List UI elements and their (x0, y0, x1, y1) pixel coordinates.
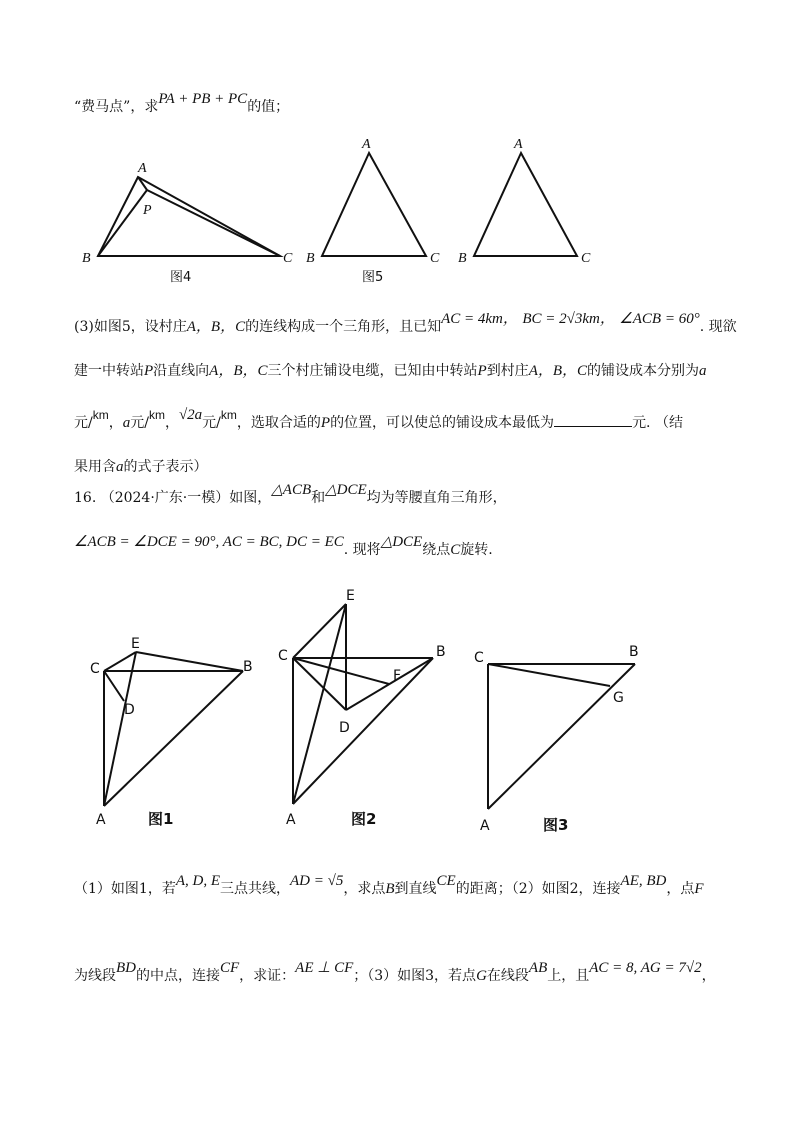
q3-km-1: km (92, 408, 109, 422)
q3-villages: A，B，C (186, 319, 246, 335)
fig5-caption: 图5 (362, 270, 384, 285)
q3-l3-text-c: 的位置，可以使总的铺设成本最低为 (330, 415, 555, 431)
fig5-triangle (322, 153, 426, 256)
sum-expression: PA + PB + PC (158, 91, 248, 107)
p2-segment-bd: BD (116, 960, 136, 976)
q3-point-p-2: P (477, 363, 487, 379)
p1-ad-value: AD = √5 (290, 873, 344, 889)
q3-line-4 (74, 457, 208, 477)
fig2-label-c: C (278, 648, 288, 664)
fig6-triangle (474, 153, 577, 256)
fig2-caption: 图2 (351, 810, 377, 828)
q3-l2-villages-2: A，B，C (528, 363, 588, 379)
q16-l2-text-b: 绕点 (422, 542, 451, 558)
p1-text-f: ，点 (666, 881, 695, 897)
fig3-caption: 图3 (543, 816, 569, 834)
q3-l3-point-p: P (320, 415, 331, 431)
p2-segment-ab: AB (528, 960, 548, 976)
p1-point-f: F (694, 881, 704, 897)
q3-angle: ∠ACB = 60° (619, 311, 700, 327)
q3-l4-text-b: 的式子表示） (123, 459, 208, 475)
fig1-label-d: D (124, 702, 135, 718)
fig3-label-b: B (629, 644, 639, 660)
q3-km-2: km (148, 408, 165, 422)
fig1-label-a: A (96, 812, 106, 828)
fig1-label-b: B (243, 659, 253, 675)
q3-l4-var: a (116, 459, 124, 475)
p2-text-a: 为线段 (74, 968, 116, 984)
p2-text-d: ；（3）如图3，若点 (353, 968, 477, 984)
fermat-quote: “费马点”，求 (74, 99, 159, 115)
fig6-label-a: A (514, 137, 523, 152)
p1-text-a: （1）如图1，若 (74, 881, 176, 897)
p2-segment-cf: CF (220, 960, 240, 976)
q3-l2-text: 建一中转站 (74, 363, 144, 379)
figure-4 (98, 177, 280, 256)
p2-conditions: AC = 8, AG = 7√2 (589, 960, 702, 976)
q3-cost-root2a: √2a (178, 407, 203, 423)
q3-line-2 (74, 361, 707, 381)
fig2-label-e: E (346, 588, 355, 604)
fig1-caption: 图1 (148, 810, 174, 828)
p1-line-ce: CE (436, 873, 456, 889)
fig5-label-b: B (306, 251, 315, 266)
q16-triangle-acb: △ACB (271, 482, 312, 498)
p1-text-e: 的距离；（2）如图2，连接 (455, 881, 621, 897)
p2-text-e: 在线段 (486, 968, 529, 984)
q3-ac-length: AC = 4km， (441, 311, 518, 327)
q16-heading: 16. （2024·广东·一模）如图， (74, 490, 272, 506)
fig3-label-c: C (474, 650, 484, 666)
answer-blank (554, 412, 632, 427)
q3-l2-text-b: 沿直线向 (153, 363, 210, 379)
q3-unit-3: 元/ (202, 415, 221, 431)
fig1-label-e: E (131, 636, 140, 652)
p1-text-d: 到直线 (394, 881, 437, 897)
fig4-label-a: A (138, 161, 147, 176)
fig2-label-d: D (339, 720, 350, 736)
q16-l2-text-a: . 现将 (343, 542, 381, 558)
fig4-label-b: B (82, 251, 91, 266)
p1-text-b: 三点共线， (220, 881, 290, 897)
q3-text-3: . 现欲 (699, 319, 737, 335)
q3-bc-length: BC = 2√3km， (522, 311, 615, 327)
p2-perpendicular: AE ⊥ CF (295, 960, 354, 976)
q16-triangle-dce: △DCE (325, 482, 367, 498)
fig4-pc (147, 190, 280, 256)
q16-and: 和 (311, 490, 326, 506)
q3-text-2: 的连线构成一个三角形，且已知 (245, 319, 442, 335)
p1-point-b: B (385, 881, 395, 897)
q3-line-1 (74, 311, 737, 337)
p1-points-ade: A, D, E (175, 873, 220, 889)
q3-l2-var-a: a (699, 363, 707, 379)
q16-parts-line-2 (74, 960, 716, 986)
p2-text-c: ，求证： (239, 968, 296, 984)
q3-unit-2: 元/ (130, 415, 149, 431)
q3-point-p: P (144, 363, 154, 379)
fig3-label-g: G (613, 690, 624, 706)
q16-line-2 (74, 534, 493, 560)
fig4-label-c: C (283, 251, 293, 266)
p2-text-f: 上，且 (547, 968, 590, 984)
fig1-label-c: C (90, 661, 100, 677)
p2-text-g: ， (701, 968, 716, 984)
q3-l2-text-e: 的铺设成本分别为 (587, 363, 700, 379)
fig2-label-f: F (393, 668, 402, 684)
fig4-label-p: P (143, 203, 152, 218)
fig5-label-c: C (430, 251, 440, 266)
q3-l4-text-a: 果用含 (74, 459, 116, 475)
q3-l2-text-c: 三个村庄铺设电缆，已知由中转站 (267, 363, 478, 379)
q16-conditions: ∠ACB = ∠DCE = 90°, AC = BC, DC = EC (74, 534, 344, 550)
p1-aebd: AE, BD (620, 873, 667, 889)
q16-text-c: 均为等腰直角三角形， (366, 490, 507, 506)
q3-km-3: km (220, 408, 237, 422)
q3-l3-text-b: ，选取合适的 (236, 415, 321, 431)
q3-sep-1: ， (108, 415, 123, 431)
q3-line-3 (74, 407, 683, 433)
fig2-label-b: B (436, 644, 446, 660)
q16-l2-point-c: C (450, 542, 461, 558)
fig6-label-c: C (581, 251, 591, 266)
line1-tail: 的值； (247, 99, 290, 115)
fig4-pb (98, 190, 147, 256)
q3-text: (3)如图5，设村庄 (74, 319, 187, 335)
p2-text-b: 的中点，连接 (136, 968, 220, 984)
q3-cost-a: a (122, 415, 131, 431)
fig5-label-a: A (362, 137, 371, 152)
fig6-label-b: B (458, 251, 467, 266)
q3-sep-2: ， (164, 415, 179, 431)
q16-parts-line-1 (74, 873, 704, 899)
fig4-caption: 图4 (170, 270, 192, 285)
fig2-label-a: A (286, 812, 296, 828)
fig4-triangle (98, 177, 280, 256)
fig3-label-a: A (480, 818, 490, 834)
p1-text-c: ，求点 (343, 881, 386, 897)
p2-point-g: G (476, 968, 487, 984)
q16-l2-text-d: 旋转. (460, 542, 493, 558)
q16-l2-triangle: △DCE (380, 534, 423, 550)
q3-unit-1: 元/ (74, 415, 93, 431)
q3-l3-text-d: 元. （结 (632, 415, 683, 431)
q3-l2-text-d: 到村庄 (486, 363, 529, 379)
q16-line-1 (74, 482, 507, 508)
q3-l2-villages: A，B，C (209, 363, 268, 379)
